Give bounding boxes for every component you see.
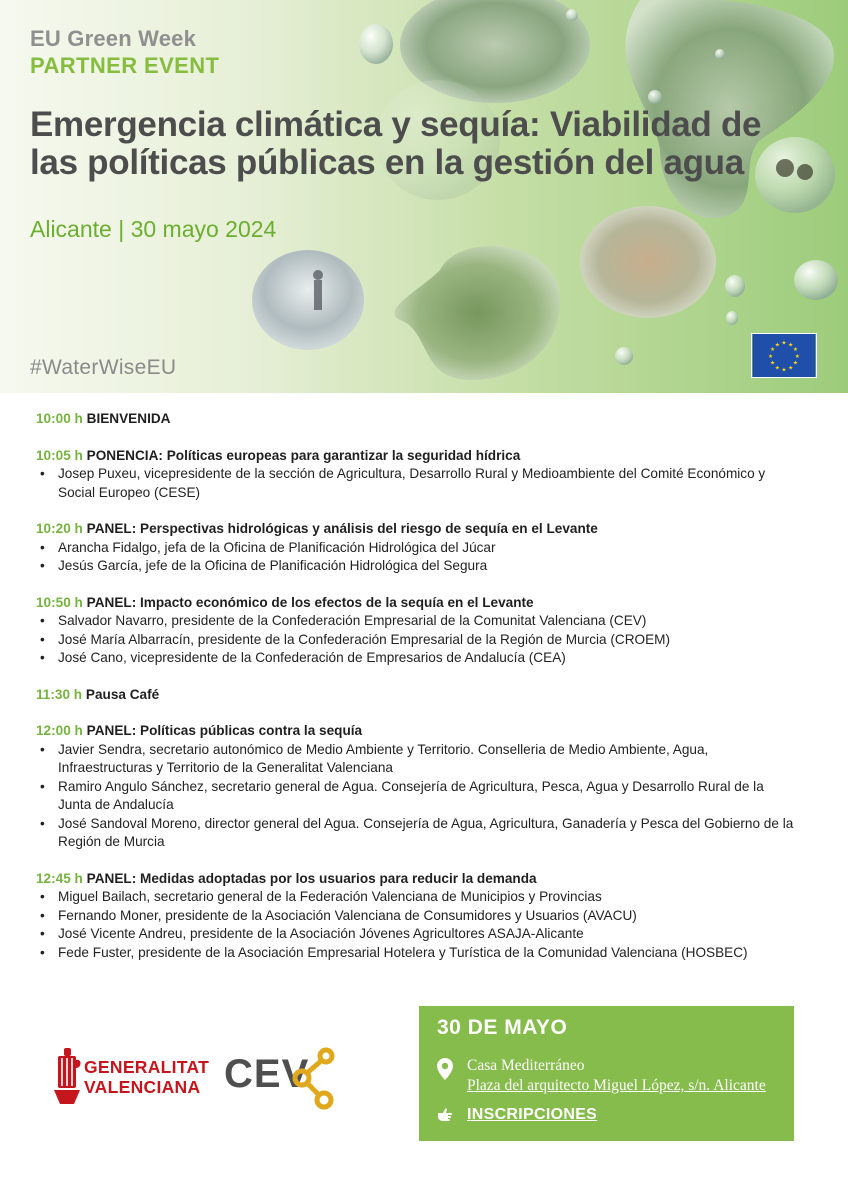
agenda-slot [36, 447, 796, 503]
speaker-item: • José María Albarracín, presidente de la Confederación Empresarial de la Región de Murcia (CROEM) [36, 631, 796, 650]
cev-logo-mark-icon [290, 1046, 340, 1110]
agenda-session-title: Pausa Café [85, 686, 160, 702]
svg-text:★: ★ [774, 342, 780, 349]
agenda-slot-heading [36, 447, 796, 466]
agenda-session-title: PANEL: Impacto económico de los efectos de la sequía en el Levante [86, 594, 534, 610]
speaker-item: • José Sandoval Moreno, director general del Agua. Consejería de Agua, Agricultura, Ganadería y Pesca del Gobierno de la Región de Murcia [36, 815, 796, 852]
agenda-slot-heading [36, 686, 796, 705]
speaker-item: • Miguel Bailach, secretario general de la Federación Valenciana de Municipios y Provincias [36, 888, 796, 907]
speaker-list [36, 741, 796, 852]
agenda-time: 12:45 h [36, 870, 83, 886]
agenda-time: 12:00 h [36, 723, 83, 738]
svg-text:★: ★ [774, 365, 780, 372]
speaker-item: • Jesús García, jefe de la Oficina de Planificación Hidrológica del Segura [36, 557, 796, 576]
speaker-list [36, 539, 796, 576]
speaker-list [36, 612, 796, 668]
location-date: Alicante | 30 mayo 2024 [30, 216, 277, 242]
svg-text:★: ★ [769, 347, 776, 354]
registration-link[interactable]: INSCRIPCIONES [467, 1106, 598, 1123]
event-subkicker: PARTNER EVENT [30, 53, 220, 78]
agenda-slot [36, 870, 796, 963]
speaker-item: • Ramiro Angulo Sánchez, secretario general de Agua. Consejería de Agricultura, Pesca, Agua y Desarrollo Rural de la Junta de Andalucía [36, 778, 796, 815]
venue [467, 1056, 766, 1096]
agenda-slot-heading [36, 410, 796, 429]
agenda [36, 410, 796, 980]
speaker-item: • Arancha Fidalgo, jefa de la Oficina de Planificación Hidrológica del Júcar [36, 539, 796, 558]
venue-address-link[interactable]: Plaza del arquitecto Miguel López, s/n. Alicante [467, 1077, 766, 1094]
event-date: 30 DE MAYO [437, 1016, 568, 1039]
agenda-slot-heading [36, 520, 796, 539]
agenda-slot [36, 722, 796, 852]
speaker-item: • José Cano, vicepresidente de la Confederación de Empresarios de Andalucía (CEA) [36, 649, 796, 668]
speaker-item: • Fede Fuster, presidente de la Asociación Empresarial Hotelera y Turística de la Comunidad Valenciana (HOSBEC) [36, 944, 796, 963]
pointing-hand-icon [437, 1107, 459, 1123]
agenda-time: 11:30 h [36, 686, 83, 702]
agenda-time: 10:50 h [36, 594, 83, 610]
svg-text:★: ★ [768, 353, 774, 360]
svg-text:★: ★ [792, 360, 799, 367]
page-title: Emergencia climática y sequía: Viabilidad de las políticas públicas en la gestión del agua [30, 105, 762, 182]
agenda-session-title: PANEL: Perspectivas hidrológicas y análisis del riesgo de sequía en el Levante [86, 521, 598, 536]
agenda-session-title: PANEL: Medidas adoptadas por los usuarios para reducir la demanda [86, 870, 537, 886]
agenda-session-title: PANEL: Políticas públicas contra la sequía [86, 723, 363, 738]
eu-flag-icon [751, 333, 817, 378]
hashtag: #WaterWiseEU [30, 356, 177, 379]
speaker-item: • Salvador Navarro, presidente de la Confederación Empresarial de la Comunitat Valenciana (CEV) [36, 612, 796, 631]
svg-text:★: ★ [794, 353, 800, 360]
svg-text:★: ★ [769, 360, 776, 367]
agenda-session-title: BIENVENIDA [86, 411, 171, 426]
event-kicker: EU Green Week [30, 26, 197, 51]
speaker-item: • José Vicente Andreu, presidente de la Asociación Jóvenes Agricultores ASAJA-Alicante [36, 925, 796, 944]
speaker-list [36, 888, 796, 962]
venue-name: Casa Mediterráneo [467, 1057, 585, 1074]
speaker-item: • Javier Sendra, secretario autonómico de Medio Ambiente y Territorio. Conselleria de Medio Ambiente, Agua, Infraestructuras y Territorio de la Generalitat Valenciana [36, 741, 796, 778]
agenda-slot [36, 520, 796, 576]
agenda-time: 10:00 h [36, 411, 83, 426]
agenda-slot [36, 686, 796, 705]
svg-text:★: ★ [781, 367, 787, 374]
header-banner [0, 0, 848, 393]
agenda-slot-heading [36, 870, 796, 889]
svg-text:★: ★ [781, 340, 787, 347]
speaker-item: • Josep Puxeu, vicepresidente de la sección de Agricultura, Desarrollo Rural y Medioambiente del Comité Económico y Social Europeo (CESE) [36, 465, 796, 502]
agenda-time: 10:05 h [36, 447, 83, 463]
agenda-slot [36, 594, 796, 668]
agenda-slot [36, 410, 796, 429]
svg-text:★: ★ [788, 365, 794, 372]
svg-text:★: ★ [792, 347, 799, 354]
speaker-list [36, 465, 796, 502]
agenda-slot-heading [36, 594, 796, 613]
svg-text:★: ★ [788, 342, 794, 349]
agenda-time: 10:20 h [36, 521, 83, 536]
location-pin-icon [437, 1058, 453, 1080]
agenda-session-title: PONENCIA: Políticas europeas para garantizar la seguridad hídrica [86, 447, 521, 463]
generalitat-valenciana-wordmark: GENERALITAT VALENCIANA [84, 1057, 210, 1097]
cev-wordmark: CEV [224, 1052, 310, 1096]
speaker-item: • Fernando Moner, presidente de la Asociación Valenciana de Consumidores y Usuarios (AVACU) [36, 907, 796, 926]
agenda-slot-heading [36, 722, 796, 741]
event-info-box [419, 1006, 794, 1141]
